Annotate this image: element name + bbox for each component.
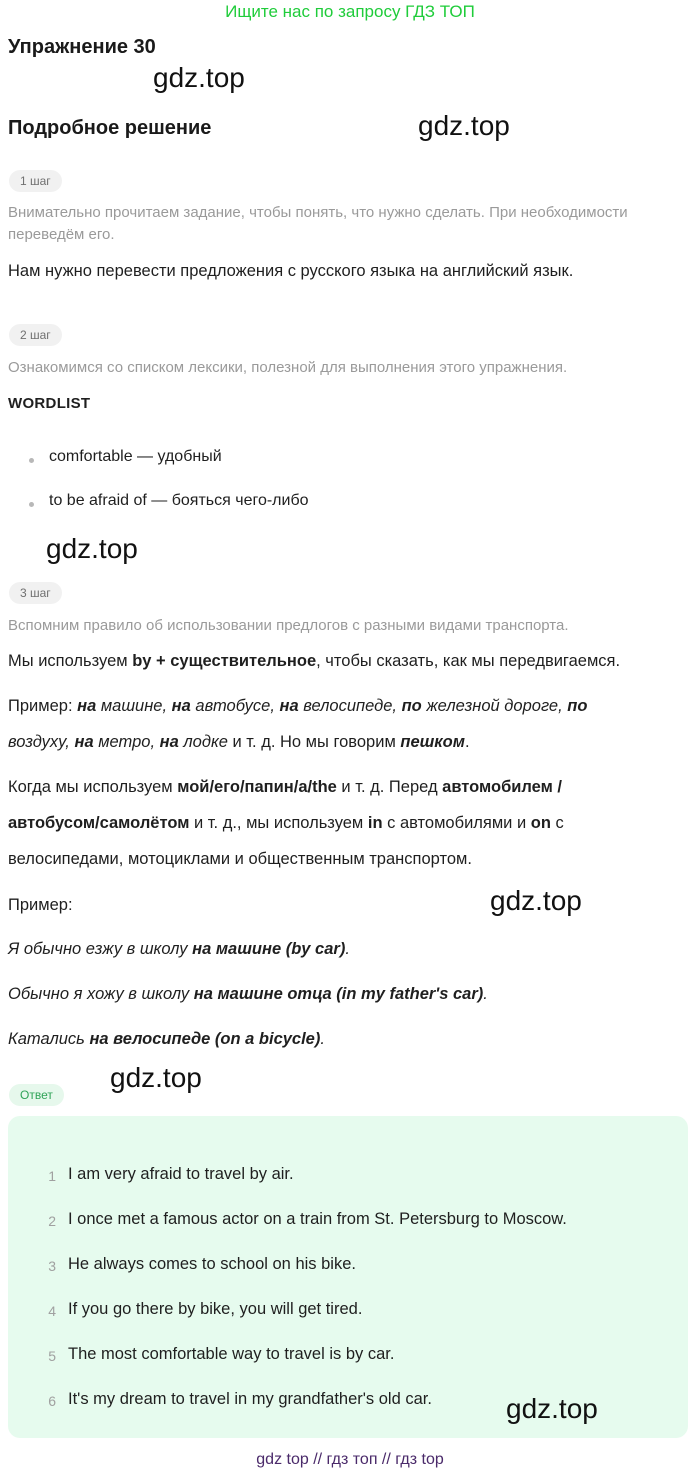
answer-item: The most comfortable way to travel is by car.: [68, 1345, 395, 1363]
watermark: gdz.top: [46, 533, 138, 564]
search-banner[interactable]: Ищите нас по запросу ГДЗ ТОП: [225, 2, 475, 21]
wordlist-item: comfortable — удобный: [49, 448, 222, 465]
step-hint: Ознакомимся со списком лексики, полезной для выполнения этого упражнения.: [8, 359, 568, 376]
watermark: gdz.top: [153, 62, 245, 93]
wordlist-item: to be afraid of — бояться чего-либо: [49, 492, 309, 509]
answer-number: 5: [48, 1348, 56, 1364]
step-badge: 1 шаг: [9, 170, 62, 192]
section-title: Подробное решение: [8, 117, 212, 139]
watermark: gdz.top: [490, 885, 582, 916]
watermark: gdz.top: [418, 110, 510, 141]
watermark: gdz.top: [506, 1393, 598, 1424]
answer-item: I once met a famous actor on a train from St. Petersburg to Moscow.: [68, 1210, 567, 1228]
answer-number: 6: [48, 1393, 56, 1409]
example-label: Пример:: [8, 896, 73, 914]
step-hint: Внимательно прочитаем задание, чтобы понять, что нужно сделать. При необходимости переведём его.: [8, 204, 628, 243]
rule-paragraph: Мы используем by + существительное, чтобы сказать, как мы передвигаемся.: [8, 652, 621, 670]
watermark: gdz.top: [110, 1062, 202, 1093]
example-paragraph: Пример: на машине, на автобусе, на велосипеде, по железной дороге, по: [8, 697, 588, 715]
wordlist-title: WORDLIST: [8, 395, 91, 412]
page-title: Упражнение 30: [8, 36, 156, 58]
rule-paragraph: автобусом/самолётом и т. д., мы используем in с автомобилями и on с: [8, 814, 564, 832]
example-sentence: Я обычно езжу в школу на машине (by car).: [8, 940, 350, 958]
step-badge: 2 шаг: [9, 324, 62, 346]
step-text: Нам нужно перевести предложения с русского языка на английский язык.: [8, 262, 574, 280]
answer-item: He always comes to school on his bike.: [68, 1255, 356, 1273]
answer-number: 4: [48, 1303, 56, 1319]
answer-number: 3: [48, 1258, 56, 1274]
answer-item: I am very afraid to travel by air.: [68, 1165, 294, 1183]
step-hint: Вспомним правило об использовании предлогов с разными видами транспорта.: [8, 617, 569, 634]
bullet-icon: [29, 458, 34, 463]
answer-badge: Ответ: [9, 1084, 64, 1106]
answer-item: It's my dream to travel in my grandfather's old car.: [68, 1390, 432, 1408]
example-sentence: Обычно я хожу в школу на машине отца (in my father's car).: [8, 985, 488, 1003]
footer-links[interactable]: gdz top // гдз топ // гдз top: [256, 1451, 444, 1468]
step-badge: 3 шаг: [9, 582, 62, 604]
bullet-icon: [29, 502, 34, 507]
example-sentence: Катались на велосипеде (on a bicycle).: [8, 1030, 325, 1048]
rule-paragraph: велосипедами, мотоциклами и общественным транспортом.: [8, 850, 472, 868]
answer-item: If you go there by bike, you will get tired.: [68, 1300, 363, 1318]
rule-paragraph: Когда мы используем мой/его/папин/а/the и т. д. Перед автомобилем /: [8, 778, 562, 796]
answer-number: 2: [48, 1213, 56, 1229]
answer-number: 1: [48, 1168, 56, 1184]
example-paragraph: воздуху, на метро, на лодке и т. д. Но мы говорим пешком.: [8, 733, 470, 751]
